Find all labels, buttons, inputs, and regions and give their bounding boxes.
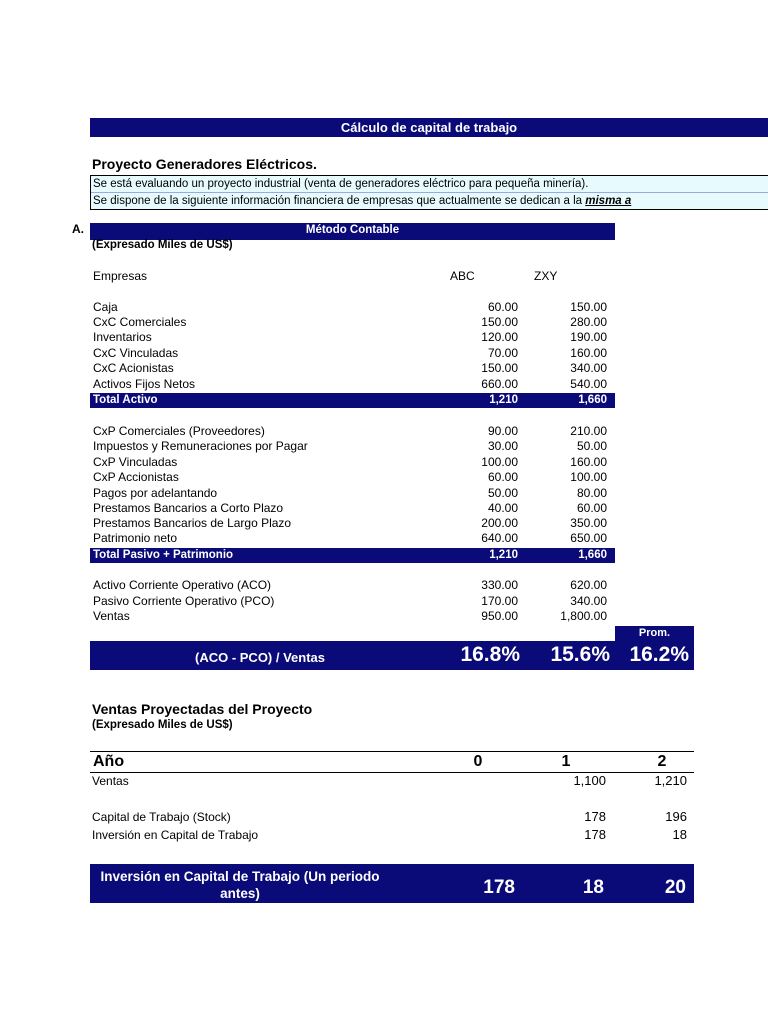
- row-value-abc: 150.00: [481, 361, 518, 375]
- total-activo-row: [90, 393, 615, 408]
- value-year-2: 196: [665, 809, 687, 824]
- row-value-abc: 150.00: [481, 315, 518, 329]
- row-label: CxP Comerciales (Proveedores): [93, 424, 265, 438]
- value-year-1: 178: [584, 809, 606, 824]
- row-label: Patrimonio neto: [93, 531, 178, 545]
- row-value-abc: 170.00: [481, 594, 518, 608]
- row-label: Total Activo: [93, 394, 158, 406]
- row-label: Capital de Trabajo (Stock): [92, 810, 231, 824]
- table-row: [90, 424, 615, 439]
- prom-label: Prom.: [615, 626, 694, 641]
- row-value-zxy: 190.00: [570, 330, 607, 344]
- row-value-abc: 60.00: [487, 470, 518, 484]
- company-zxy-header: ZXY: [534, 269, 558, 283]
- row-value-zxy: 540.00: [570, 377, 607, 391]
- page-title: Cálculo de capital de trabajo: [90, 118, 768, 137]
- total-pasivo-row: [90, 548, 615, 563]
- row-label: CxC Acionistas: [93, 361, 174, 375]
- table-row: [90, 594, 615, 609]
- table-row: [90, 377, 615, 392]
- ratio-abc: 16.8%: [460, 643, 520, 666]
- row-value-abc: 120.00: [481, 330, 518, 344]
- description-line-1: Se está evaluando un proyecto industrial (venta de generadores eléctrico para pequeña minería).: [91, 176, 768, 193]
- table-row: [90, 501, 615, 516]
- row-value-zxy: 350.00: [570, 516, 607, 530]
- table-row: [90, 516, 615, 531]
- projection-row: [90, 772, 694, 790]
- projection-title: Ventas Proyectadas del Proyecto: [92, 701, 313, 717]
- value-year-1: 18: [582, 877, 604, 898]
- row-value-zxy: 1,660: [578, 549, 607, 561]
- projection-units: (Expresado Miles de US$): [92, 719, 233, 731]
- row-value-abc: 1,210: [489, 549, 518, 561]
- row-label: Ventas: [92, 774, 129, 788]
- project-title: Proyecto Generadores Eléctricos.: [92, 156, 317, 172]
- row-value-abc: 330.00: [481, 578, 518, 592]
- value-year-2: 20: [664, 877, 686, 898]
- value-year-2: 1,210: [654, 773, 687, 788]
- row-value-zxy: 210.00: [570, 424, 607, 438]
- companies-header-row: [90, 269, 615, 284]
- row-label: CxP Vinculadas: [93, 455, 178, 469]
- table-row: [90, 609, 615, 624]
- table-row: [90, 486, 615, 501]
- row-value-abc: 100.00: [481, 455, 518, 469]
- row-value-zxy: 340.00: [570, 361, 607, 375]
- ratio-row: [90, 641, 694, 670]
- table-row: [90, 361, 615, 376]
- table-row: [90, 470, 615, 485]
- row-label: Total Pasivo + Patrimonio: [93, 549, 234, 561]
- ratio-zxy: 15.6%: [550, 643, 610, 666]
- description-box: [90, 175, 768, 210]
- row-value-zxy: 280.00: [570, 315, 607, 329]
- row-label: CxC Vinculadas: [93, 346, 179, 360]
- row-label: Inversión en Capital de Trabajo (Un periodo antes): [100, 869, 380, 901]
- year-label: Año: [93, 753, 125, 770]
- row-label: Activos Fijos Netos: [93, 377, 196, 391]
- row-value-zxy: 160.00: [570, 346, 607, 360]
- table-row: [90, 439, 615, 454]
- row-value-abc: 30.00: [487, 439, 518, 453]
- company-abc-header: ABC: [450, 269, 475, 283]
- row-value-abc: 1,210: [489, 394, 518, 406]
- table-row: [90, 346, 615, 361]
- method-header: Método Contable: [90, 223, 615, 240]
- value-year-1: 178: [584, 827, 606, 842]
- row-value-abc: 40.00: [487, 501, 518, 515]
- table-row: [90, 315, 615, 330]
- row-value-abc: 200.00: [481, 516, 518, 530]
- row-label: Prestamos Bancarios a Corto Plazo: [93, 501, 284, 515]
- description-line-2-text: Se dispone de la siguiente información financiera de empresas que actualmente se dedican a la: [93, 195, 583, 207]
- row-label: Pasivo Corriente Operativo (PCO): [93, 594, 275, 608]
- row-label: Ventas: [93, 609, 130, 623]
- value-year-2: 18: [672, 827, 687, 842]
- value-year-1: 1,100: [573, 773, 606, 788]
- row-value-zxy: 340.00: [570, 594, 607, 608]
- section-letter: A.: [72, 222, 84, 236]
- row-value-zxy: 60.00: [576, 501, 607, 515]
- table-row: [90, 330, 615, 345]
- row-label: Pagos por adelantando: [93, 486, 218, 500]
- projection-row: [90, 826, 694, 844]
- row-value-zxy: 1,800.00: [560, 609, 607, 623]
- companies-label: Empresas: [93, 269, 148, 283]
- row-label: Impuestos y Remuneraciones por Pagar: [93, 439, 308, 453]
- row-value-zxy: 100.00: [570, 470, 607, 484]
- row-value-zxy: 620.00: [570, 578, 607, 592]
- row-label: Prestamos Bancarios de Largo Plazo: [93, 516, 292, 530]
- row-label: CxC Comerciales: [93, 315, 187, 329]
- row-value-zxy: 50.00: [576, 439, 607, 453]
- row-label: Inventarios: [93, 330, 152, 344]
- ratio-label: (ACO - PCO) / Ventas: [194, 650, 326, 665]
- year-0: 0: [473, 753, 483, 770]
- row-value-zxy: 1,660: [578, 394, 607, 406]
- description-emphasis: misma a: [585, 195, 632, 207]
- row-label: Activo Corriente Operativo (ACO): [93, 578, 272, 592]
- units-label: (Expresado Miles de US$): [92, 239, 233, 251]
- row-label: Inversión en Capital de Trabajo: [92, 828, 259, 842]
- row-value-zxy: 150.00: [570, 300, 607, 314]
- row-label: Caja: [93, 300, 118, 314]
- table-row: [90, 455, 615, 470]
- table-row: [90, 531, 615, 546]
- table-row: [90, 300, 615, 315]
- row-value-abc: 90.00: [487, 424, 518, 438]
- year-2: 2: [657, 753, 667, 770]
- projection-row: [90, 808, 694, 826]
- ratio-prom: 16.2%: [629, 643, 689, 666]
- row-value-zxy: 80.00: [576, 486, 607, 500]
- row-value-abc: 70.00: [487, 346, 518, 360]
- row-value-abc: 950.00: [481, 609, 518, 623]
- row-value-abc: 660.00: [481, 377, 518, 391]
- year-1: 1: [561, 753, 571, 770]
- description-line-2: [91, 193, 768, 209]
- table-row: [90, 578, 615, 593]
- year-header-row: [90, 752, 694, 772]
- value-year-0: 178: [483, 877, 515, 898]
- row-label: CxP Accionistas: [93, 470, 179, 484]
- row-value-zxy: 650.00: [570, 531, 607, 545]
- row-value-abc: 60.00: [487, 300, 518, 314]
- row-value-zxy: 160.00: [570, 455, 607, 469]
- row-value-abc: 50.00: [487, 486, 518, 500]
- investment-summary-row: [90, 864, 694, 903]
- row-value-abc: 640.00: [481, 531, 518, 545]
